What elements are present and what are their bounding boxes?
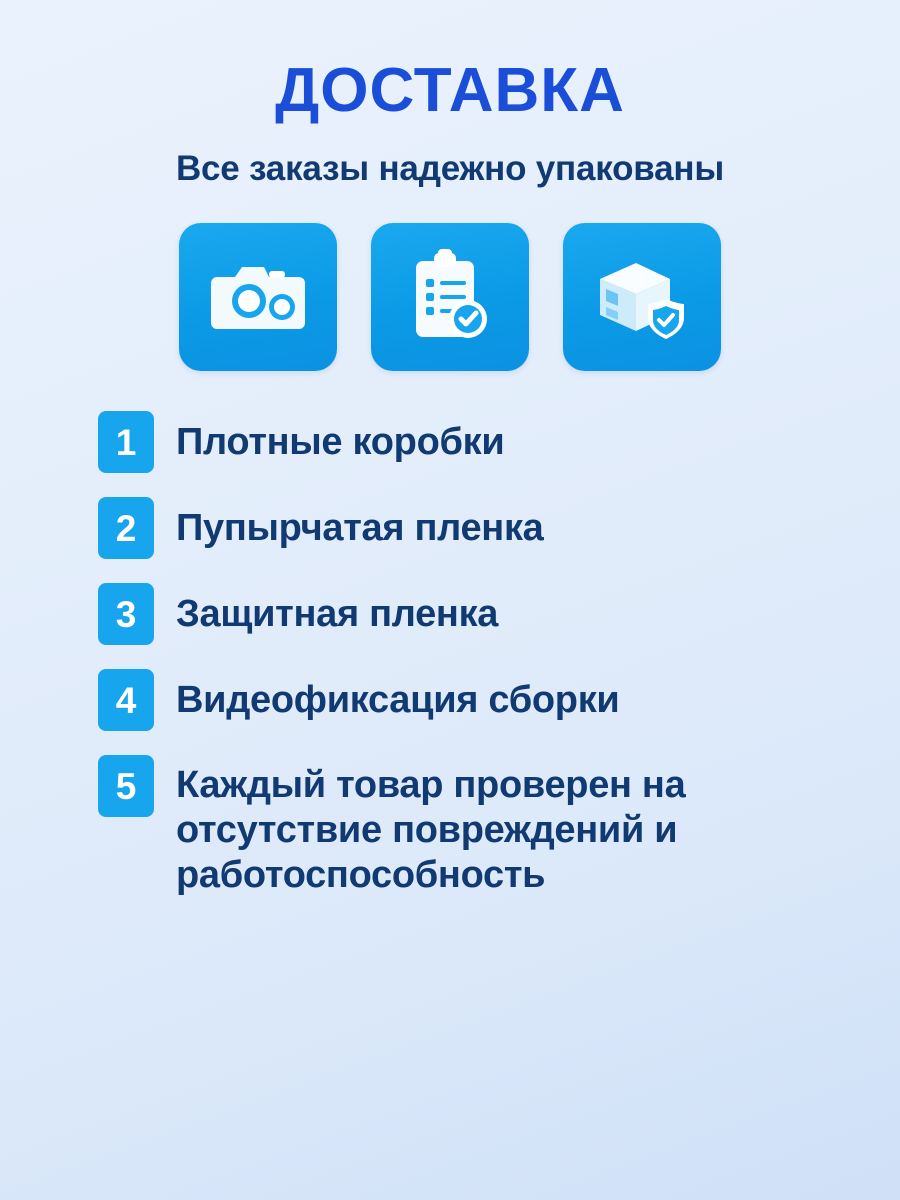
icon-tile-clipboard bbox=[371, 223, 529, 371]
features-list bbox=[0, 411, 900, 897]
list-item-number: 5 bbox=[98, 755, 154, 817]
list-item bbox=[98, 583, 860, 645]
icon-tile-box bbox=[563, 223, 721, 371]
list-item-label: Плотные коробки bbox=[176, 421, 505, 464]
list-item-number: 4 bbox=[98, 669, 154, 731]
icons-row bbox=[179, 223, 721, 371]
clipboard-check-icon bbox=[408, 249, 492, 345]
list-item-number: 2 bbox=[98, 497, 154, 559]
list-item-label: Видеофиксация сборки bbox=[176, 679, 620, 722]
icon-tile-camera bbox=[179, 223, 337, 371]
camera-icon bbox=[209, 257, 307, 337]
list-item-label: Защитная пленка bbox=[176, 593, 499, 636]
list-item-label: Каждый товар проверен на отсутствие повреждений и работоспособность bbox=[176, 764, 686, 896]
list-item bbox=[98, 497, 860, 559]
page-title: ДОСТАВКА bbox=[275, 56, 625, 125]
list-item-number: 3 bbox=[98, 583, 154, 645]
list-item bbox=[98, 755, 860, 897]
list-item bbox=[98, 669, 860, 731]
page-subtitle: Все заказы надежно упакованы bbox=[175, 149, 725, 189]
list-item-number: 1 bbox=[98, 411, 154, 473]
list-item-label: Пупырчатая пленка bbox=[176, 507, 544, 550]
box-shield-icon bbox=[592, 253, 692, 341]
list-item bbox=[98, 411, 860, 473]
